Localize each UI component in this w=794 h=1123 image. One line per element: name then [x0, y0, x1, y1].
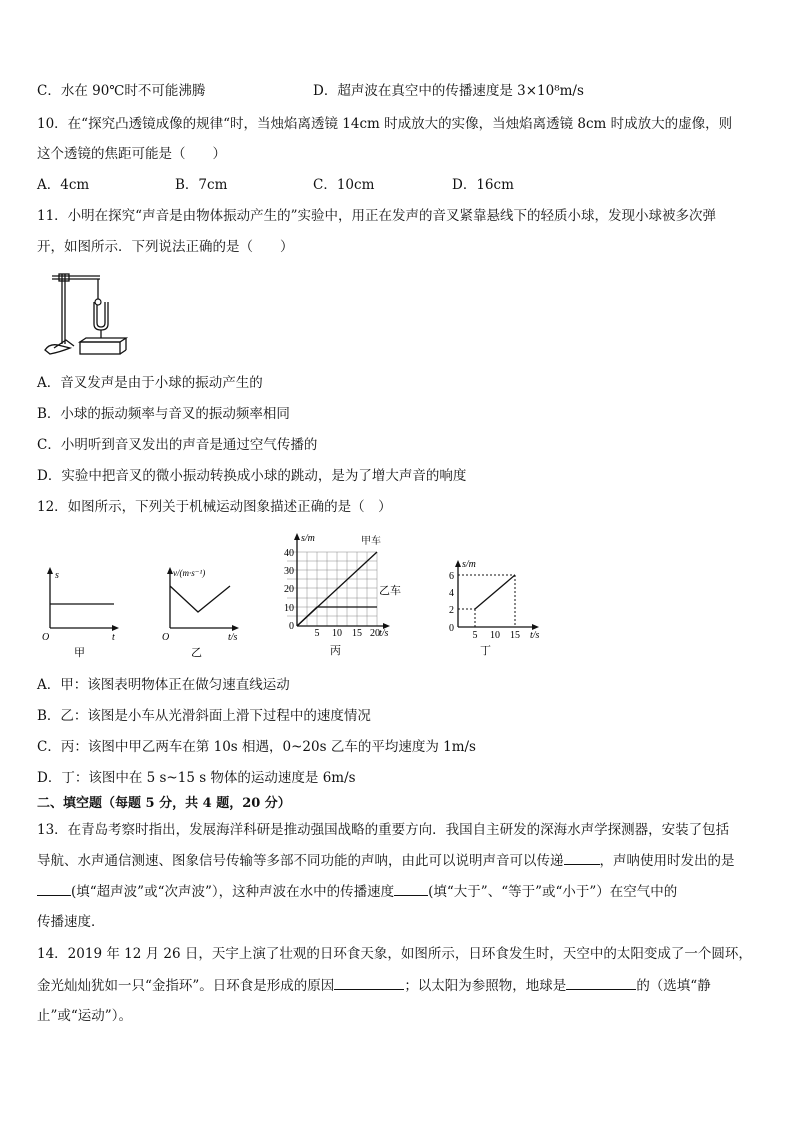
graph-bing-label-jia: 甲车	[361, 536, 381, 547]
graph-bing-label-yi: 乙车	[379, 585, 401, 597]
graph-ding-xlabel: t/s	[530, 630, 540, 641]
q13-blank-3[interactable]	[394, 882, 428, 896]
graph-bing-caption: 丙	[330, 645, 341, 657]
q13-blank-2[interactable]	[37, 882, 71, 896]
graph-yi-origin: O	[162, 632, 170, 643]
q9-option-c: C．水在 90℃时不可能沸腾	[37, 83, 206, 99]
q12-option-d: D．丁：该图中在 5 s~15 s 物体的运动速度是 6m/s	[37, 770, 356, 786]
graph-yi-ylabel: v/(m·s⁻¹)	[173, 568, 206, 578]
graph-jia-origin: O	[42, 632, 50, 643]
q13-blank-1[interactable]	[564, 851, 600, 865]
graph-ding-xtick: 5	[472, 630, 478, 641]
q14-line2-text-a: 金光灿灿犹如一只“金指环”。日环食是形成的原因	[37, 978, 335, 994]
q10-stem-line2: 这个透镜的焦距可能是（ ）	[37, 146, 226, 162]
q10-option-b: B．7cm	[175, 177, 228, 193]
graph-bing-xtick: 15	[352, 628, 362, 639]
graph-yi-xlabel: t/s	[228, 632, 238, 643]
q14-line2	[37, 976, 711, 995]
q13-line3-text-a: (填“超声波”或“次声波”），这种声波在水中的传播速度	[71, 884, 395, 900]
graph-ding-ylabel: s/m	[462, 559, 476, 570]
graph-ding	[440, 555, 555, 660]
graph-ding-ytick: 2	[449, 605, 454, 616]
q11-option-b: B．小球的振动频率与音叉的振动频率相同	[37, 406, 290, 422]
graph-bing-ytick: 40	[284, 548, 294, 559]
graph-bing-xtick: 20	[370, 628, 380, 639]
q14-blank-2[interactable]	[566, 976, 636, 990]
graph-ding-caption: 丁	[480, 645, 491, 657]
graph-ding-ytick: 0	[449, 623, 454, 634]
q9-option-d: D．超声波在真空中的传播速度是 3×10⁸m/s	[313, 83, 584, 99]
q14-line3: 止”或“运动”）。	[37, 1008, 132, 1024]
q11-stem-line2: 开，如图所示．下列说法正确的是（ ）	[37, 239, 294, 255]
q14-line1: 14．2019 年 12 月 26 日，天宇上演了壮观的日环食天象，如图所示，日环食发生时，天空中的太阳变成了一个圆环，	[37, 946, 752, 962]
q11-option-a: A．音叉发声是由于小球的振动产生的	[37, 375, 263, 391]
graph-bing-ytick: 10	[284, 603, 294, 614]
q13-line2-text-a: 导航、水声通信测速、图象信号传输等多部不同功能的声呐，由此可以说明声音可以传递	[37, 853, 564, 869]
q13-line2-text-b: ，声呐使用时发出的是	[599, 853, 735, 869]
q13-line1: 13．在青岛考察时指出，发展海洋科研是推动强国战略的重要方向．我国自主研发的深海水声学探测器，安装了包括	[37, 822, 730, 838]
graph-bing-ytick: 20	[284, 584, 294, 595]
q13-line3-text-b: (填“大于”、“等于”或“小于”）在空气中的	[428, 884, 678, 900]
graph-ding-xtick: 10	[490, 630, 500, 641]
q10-option-d: D．16cm	[452, 177, 514, 193]
q13-line2	[37, 851, 735, 870]
q11-option-d: D．实验中把音叉的微小振动转换成小球的跳动，是为了增大声音的响度	[37, 468, 467, 484]
q12-option-b: B．乙：该图是小车从光滑斜面上滑下过程中的速度情况	[37, 708, 371, 724]
q10-option-a: A．4cm	[37, 177, 90, 193]
q12-option-a: A．甲：该图表明物体正在做匀速直线运动	[37, 677, 290, 693]
q14-line2-text-c: 的（选填“静	[636, 978, 711, 994]
graph-ding-xtick: 15	[510, 630, 520, 641]
q11-option-c: C．小明听到音叉发出的声音是通过空气传播的	[37, 437, 318, 453]
graph-jia-caption: 甲	[74, 647, 85, 659]
graph-bing-ytick: 30	[284, 566, 294, 577]
q10-option-c: C．10cm	[313, 177, 375, 193]
q10-stem-line1: 10．在“探究凸透镜成像的规律“时，当烛焰离透镜 14cm 时成放大的实像，当烛焰离透镜 8cm 时成放大的虚像，则	[37, 116, 733, 132]
graph-bing-ytick: 0	[289, 621, 294, 632]
graph-jia-ylabel: s	[55, 570, 59, 581]
graph-bing-xtick: 10	[332, 628, 342, 639]
graph-jia-xlabel: t	[112, 632, 115, 643]
graph-yi-caption: 乙	[191, 647, 202, 659]
q12-option-c: C．丙：该图中甲乙两车在第 10s 相遇，0~20s 乙车的平均速度为 1m/s	[37, 739, 476, 755]
graph-yi	[158, 560, 258, 660]
tuning-fork-experiment-figure	[40, 268, 130, 360]
q13-line3	[37, 882, 677, 901]
graph-bing	[275, 528, 415, 660]
graph-ding-ytick: 6	[449, 571, 454, 582]
graph-bing-xtick: 5	[314, 628, 320, 639]
graph-jia	[38, 560, 128, 660]
q12-stem: 12．如图所示，下列关于机械运动图象描述正确的是（ ）	[37, 499, 392, 515]
graph-bing-xlabel: t/s	[379, 628, 389, 639]
q14-blank-1[interactable]	[334, 976, 404, 990]
q14-line2-text-b: ；以太阳为参照物，地球是	[404, 978, 567, 994]
section-heading-fill-in: 二、填空题（每题 5 分，共 4 题，20 分）	[37, 796, 291, 811]
graph-bing-ylabel: s/m	[301, 533, 315, 544]
q13-line4: 传播速度．	[37, 914, 105, 930]
graph-ding-ytick: 4	[449, 588, 454, 599]
q11-stem-line1: 11．小明在探究“声音是由物体振动产生的”实验中，用正在发声的音叉紧靠悬线下的轻质小球，发现小球被多次弹	[37, 208, 716, 224]
